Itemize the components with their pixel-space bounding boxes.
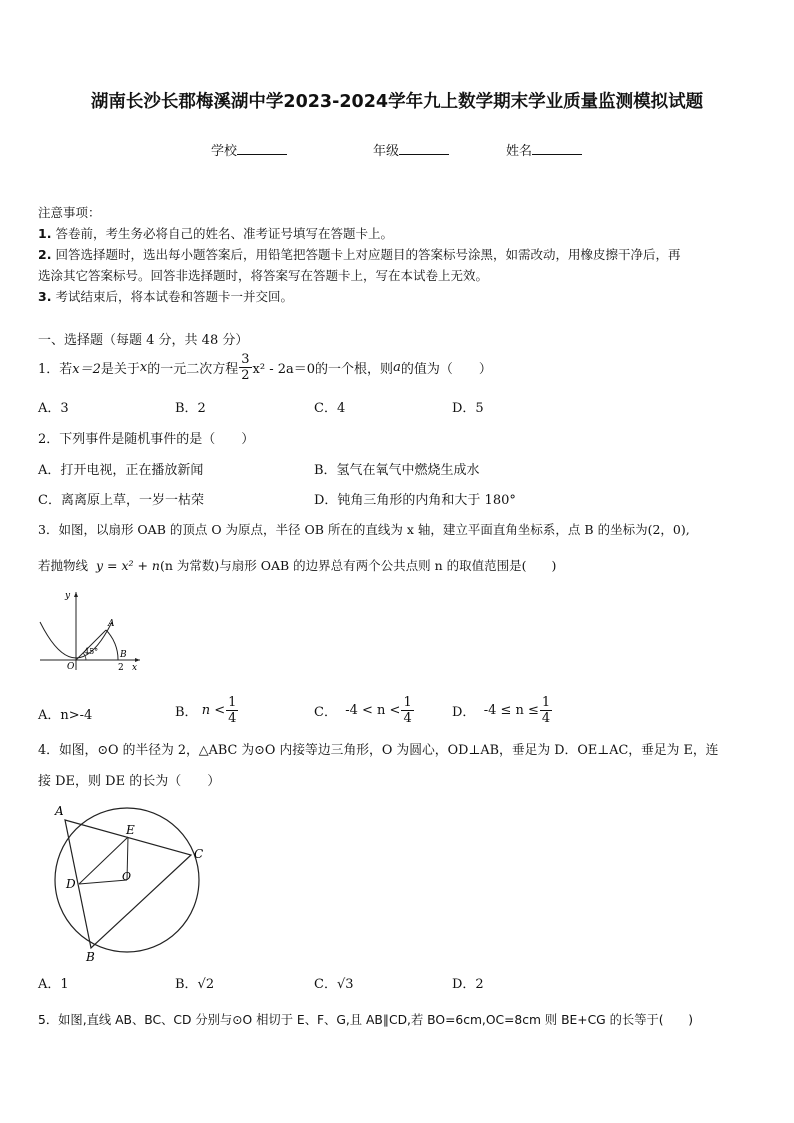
q3-option-d[interactable]: D． -4 ≤ n ≤ $\frac{1}{4}$ <box>452 694 551 726</box>
question-4-line2: 接 DE，则 DE 的长为（ ） <box>38 774 221 789</box>
y-arrow <box>74 592 78 597</box>
q4-option-c[interactable]: C．√3 <box>314 977 354 992</box>
fraction-1-4-c: $\frac{1}{4}$ <box>403 694 412 726</box>
segment-od <box>79 880 127 884</box>
question-5: 5．如图,直线 AB、BC、CD 分别与⊙O 相切于 E、F、G,且 AB∥CD,若 BO=6cm,OC=8cm 则 BE+CG 的长等于( ) <box>38 1013 693 1027</box>
label-b: B <box>120 650 127 660</box>
label-angle: 45° <box>84 647 99 656</box>
label-e: E <box>126 823 135 837</box>
note-2: 2. 回答选择题时，选出每小题答案后，用铅笔把答题卡上对应题目的答案标号涂黑，如需改动，用橡皮擦干净后，再 <box>38 247 681 262</box>
q1-option-b[interactable]: B．2 <box>175 401 206 416</box>
name-label: 姓名 <box>506 144 533 159</box>
fraction-3-2: $\frac{3}{2}$ <box>241 351 250 383</box>
q4-option-b[interactable]: B．√2 <box>175 977 215 992</box>
q2-option-c[interactable]: C．离离原上草，一岁一枯荣 <box>38 493 204 508</box>
q3-option-c[interactable]: C． -4 < n < $\frac{1}{4}$ <box>314 694 412 726</box>
note-2-cont: 选涂其它答案标号。回答非选择题时，将答案写在答题卡上，写在本试卷上无效。 <box>38 268 489 283</box>
label-2: 2 <box>118 663 124 672</box>
section-heading: 一、选择题（每题 4 分，共 48 分） <box>38 333 249 348</box>
q3-figure <box>36 586 146 672</box>
label-o: O <box>67 662 75 672</box>
label-x: x <box>132 663 138 672</box>
label-o: O <box>122 870 132 883</box>
question-1: 1．若 x＝2 是关于 x 的一元二次方程 $\frac{3}{2}$ x² - 2a＝0 的一个根，则 a 的值为（ ） <box>38 351 492 383</box>
grade-field[interactable] <box>373 140 449 159</box>
note-1: 1. 答卷前，考生务必将自己的姓名、准考证号填写在答题卡上。 <box>38 226 393 241</box>
grade-label: 年级 <box>373 144 400 159</box>
page-title: 湖南长沙长郡梅溪湖中学2023-2024学年九上数学期末学业质量监测模拟试题 <box>90 92 704 112</box>
question-3-line1: 3．如图，以扇形 OAB 的顶点 O 为原点，半径 OB 所在的直线为 x 轴，建立平面直角坐标系，点 B 的坐标为(2，0), <box>38 522 690 537</box>
q4-option-d[interactable]: D．2 <box>452 977 484 992</box>
q1-option-d[interactable]: D．5 <box>452 401 484 416</box>
q4-option-a[interactable]: A．1 <box>38 977 69 992</box>
q2-option-a[interactable]: A．打开电视，正在播放新闻 <box>38 463 204 478</box>
question-4-line1: 4．如图，⊙O 的半径为 2，△ABC 为⊙O 内接等边三角形，O 为圆心，OD⊥AB，垂足为 D．OE⊥AC，垂足为 E，连 <box>38 743 719 758</box>
q3-option-a[interactable]: A．n>-4 <box>38 708 93 723</box>
school-field[interactable] <box>211 140 287 159</box>
arc-ab <box>106 630 118 660</box>
fraction-1-4-b: $\frac{1}{4}$ <box>228 694 237 726</box>
label-a: A <box>55 804 64 818</box>
question-2: 2．下列事件是随机事件的是（ ） <box>38 432 255 447</box>
fraction-1-4-d: $\frac{1}{4}$ <box>541 694 551 726</box>
q3-option-b[interactable]: B． n < $\frac{1}{4}$ <box>175 694 237 726</box>
question-3-line2: 若抛物线 y = x² + n(n 为常数)与扇形 OAB 的边界总有两个公共点则 n 的取值范围是( ) <box>38 558 557 573</box>
label-a: A <box>108 619 115 629</box>
notes-heading: 注意事项： <box>38 205 101 220</box>
q1-option-a[interactable]: A．3 <box>38 401 69 416</box>
label-d: D <box>66 877 76 891</box>
note-3: 3. 考试结束后，将本试卷和答题卡一并交回。 <box>38 289 293 304</box>
label-b: B <box>86 950 95 962</box>
segment-de <box>79 837 128 884</box>
name-field[interactable] <box>506 140 582 159</box>
q4-figure <box>36 798 216 962</box>
q2-option-d[interactable]: D．钝角三角形的内角和大于 180° <box>314 493 516 508</box>
q2-option-b[interactable]: B．氢气在氧气中燃烧生成水 <box>314 463 480 478</box>
q1-option-c[interactable]: C．4 <box>314 401 346 416</box>
label-c: C <box>194 847 204 861</box>
x-arrow <box>135 658 140 662</box>
label-y: y <box>65 591 71 601</box>
school-label: 学校 <box>211 144 238 159</box>
